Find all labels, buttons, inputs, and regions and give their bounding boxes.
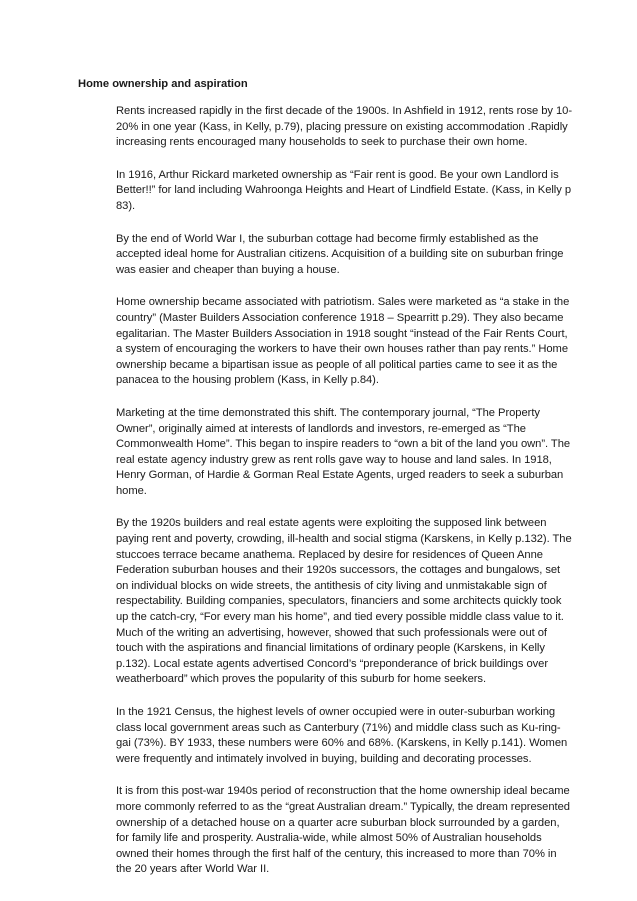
paragraph-rickard: In 1916, Arthur Rickard marketed ownership as “Fair rent is good. Be your own Landlord is Better!!” for land including Wahroonga Heights and Heart of Lindfield Estate. (Kass, in Kelly p 83).	[116, 168, 572, 212]
paragraph-australian-dream: It is from this post-war 1940s period of reconstruction that the home ownership ideal became more commonly referred to as the “great Australian dream.” Typically, the dream represented ownership of a detached house on a quarter acre suburban block surrounded by a garden, for family life and prosperity. Australia-wide, while almost 50% of Australian households owned their homes through the first half of the century, this increased to more than 70% in the 20 years after World War II.	[116, 785, 570, 876]
paragraph-census: In the 1921 Census, the highest levels of owner occupied were in outer-suburban working class local government areas such as Canterbury (71%) and middle class such as Ku-ring-gai (73%). BY 1933, these numbers were 60% and 68%. (Karskens, in Kelly p.141). Women were frequently and intimately involved in buying, building and decorating processes.	[116, 706, 568, 765]
section-heading: Home ownership and aspiration	[78, 78, 248, 90]
paragraph-ww1-cottage: By the end of World War I, the suburban cottage had become firmly established as the accepted ideal home for Australian citizens. Acquisition of a building site on suburban fringe was easier and cheaper than buying a house.	[116, 232, 564, 276]
paragraph-rents: Rents increased rapidly in the first decade of the 1900s. In Ashfield in 1912, rents rose by 10-20% in one year (Kass, in Kelly, p.79), placing pressure on existing accommodation .Rapidly increasing rents encouraged many households to seek to purchase their own home.	[116, 105, 573, 149]
paragraph-1920s: By the 1920s builders and real estate agents were exploiting the supposed link between paying rent and poverty, crowding, ill-health and social stigma (Karskens, in Kelly p.132). The stuccoes terrace became anathema. Replaced by desire for residences of Queen Anne Federation suburban houses and their 1920s successors, the cottages and bungalows, set on individual blocks on wide streets, the antithesis of city living and unmistakable sign of respectability. Building companies, speculators, financiers and some architects quickly took up the catch-cry, “For every man his home”, and tied every possible middle class value to it. Much of the writing an advertising, however, showed that such professionals were out of touch with the aspirations and financial limitations of ordinary people (Karskens, in Kelly p.132). Local estate agents advertised Concord’s “preponderance of brick buildings over weatherboard” which proves the popularity of this suburb for home seekers.	[116, 517, 572, 686]
document-body	[116, 104, 574, 895]
paragraph-marketing: Marketing at the time demonstrated this shift. The contemporary journal, “The Property Owner”, originally aimed at interests of landlords and investors, re-emerged as “The Commonwealth Home”. This began to inspire readers to “own a bit of the land you own”. The real estate agency industry grew as rent rolls gave way to house and land sales. In 1918, Henry Gorman, of Hardie & Gorman Real Estate Agents, urged readers to seek a suburban home.	[116, 406, 571, 497]
paragraph-patriotism: Home ownership became associated with patriotism. Sales were marketed as “a stake in the country” (Master Builders Association conference 1918 – Spearritt p.29). They also became egalitarian. The Master Builders Association in 1918 sought “instead of the Fair Rents Court, a system of encouraging the workers to have their own houses rather than pay rents.” Home ownership became a bipartisan issue as people of all political parties came to see it as the panacea to the housing problem (Kass, in Kelly p.84).	[116, 296, 570, 387]
